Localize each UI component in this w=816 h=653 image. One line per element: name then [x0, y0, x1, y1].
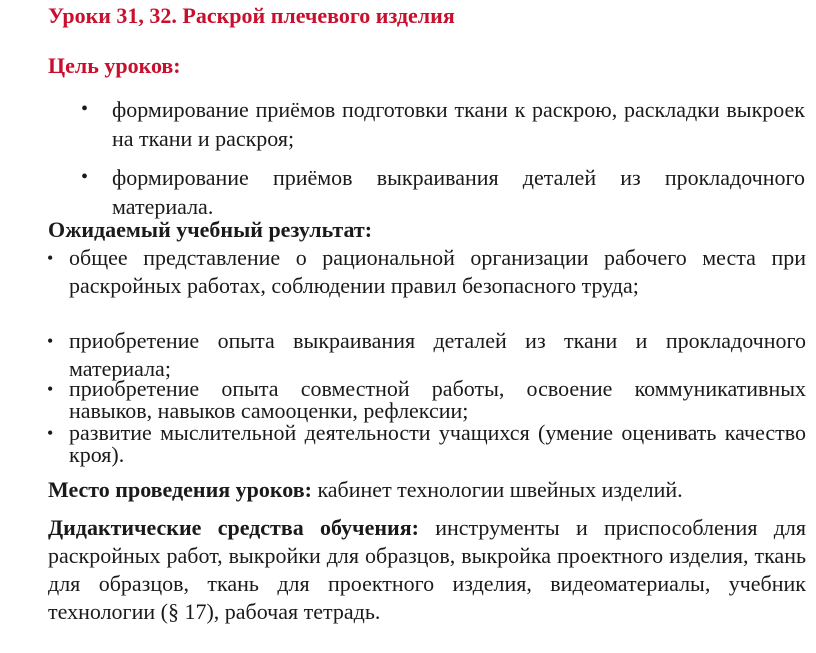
result-item	[47, 376, 806, 423]
bullet-icon: •	[47, 331, 54, 351]
bullet-icon: •	[81, 166, 89, 188]
result-item	[47, 420, 806, 467]
bullet-icon: •	[47, 248, 54, 268]
result-item-text: приобретение опыта совместной работы, освоение коммуникативных навыков, навыков самооценки, рефлексии;	[69, 376, 806, 423]
bullet-icon: •	[81, 98, 89, 120]
goal-item-text: формирование приёмов подготовки ткани к раскрою, раскладки выкроек на ткани и раскроя;	[112, 97, 805, 151]
venue-value: кабинет технологии швейных изделий.	[317, 477, 683, 502]
didactic-label: Дидактические средства обучения:	[48, 515, 419, 540]
result-item	[47, 244, 806, 300]
didactic-value: инструменты и приспособления для раскройных работ, выкройки для образцов, выкройка проектного изделия, ткань для образцов, ткань для проектного изделия, видеоматериалы, учебник технологии (§ 17), рабочая тетрадь.	[48, 515, 807, 624]
venue-line	[48, 477, 683, 503]
goal-item	[81, 163, 805, 221]
result-item-text: общее представление о рациональной организации рабочего места при раскройных работах, соблюдении правил безопасного труда;	[69, 245, 806, 298]
venue-label: Место проведения уроков:	[48, 477, 312, 502]
bullet-icon: •	[47, 379, 54, 399]
result-item	[47, 327, 806, 383]
result-item-text: развитие мыслительной деятельности учащихся (умение оценивать качество кроя).	[69, 420, 806, 467]
result-item-text: приобретение опыта выкраивания деталей из ткани и прокладочного материала;	[69, 328, 806, 381]
goal-item	[81, 95, 805, 153]
didactic-means	[48, 514, 806, 626]
bullet-icon: •	[47, 423, 54, 443]
page-title: Уроки 31, 32. Раскрой плечевого изделия	[48, 3, 455, 28]
expected-result-heading: Ожидаемый учебный результат:	[48, 217, 373, 242]
goal-heading: Цель уроков:	[48, 53, 181, 78]
goal-item-text: формирование приёмов выкраивания деталей из прокладочного материала.	[112, 165, 805, 219]
